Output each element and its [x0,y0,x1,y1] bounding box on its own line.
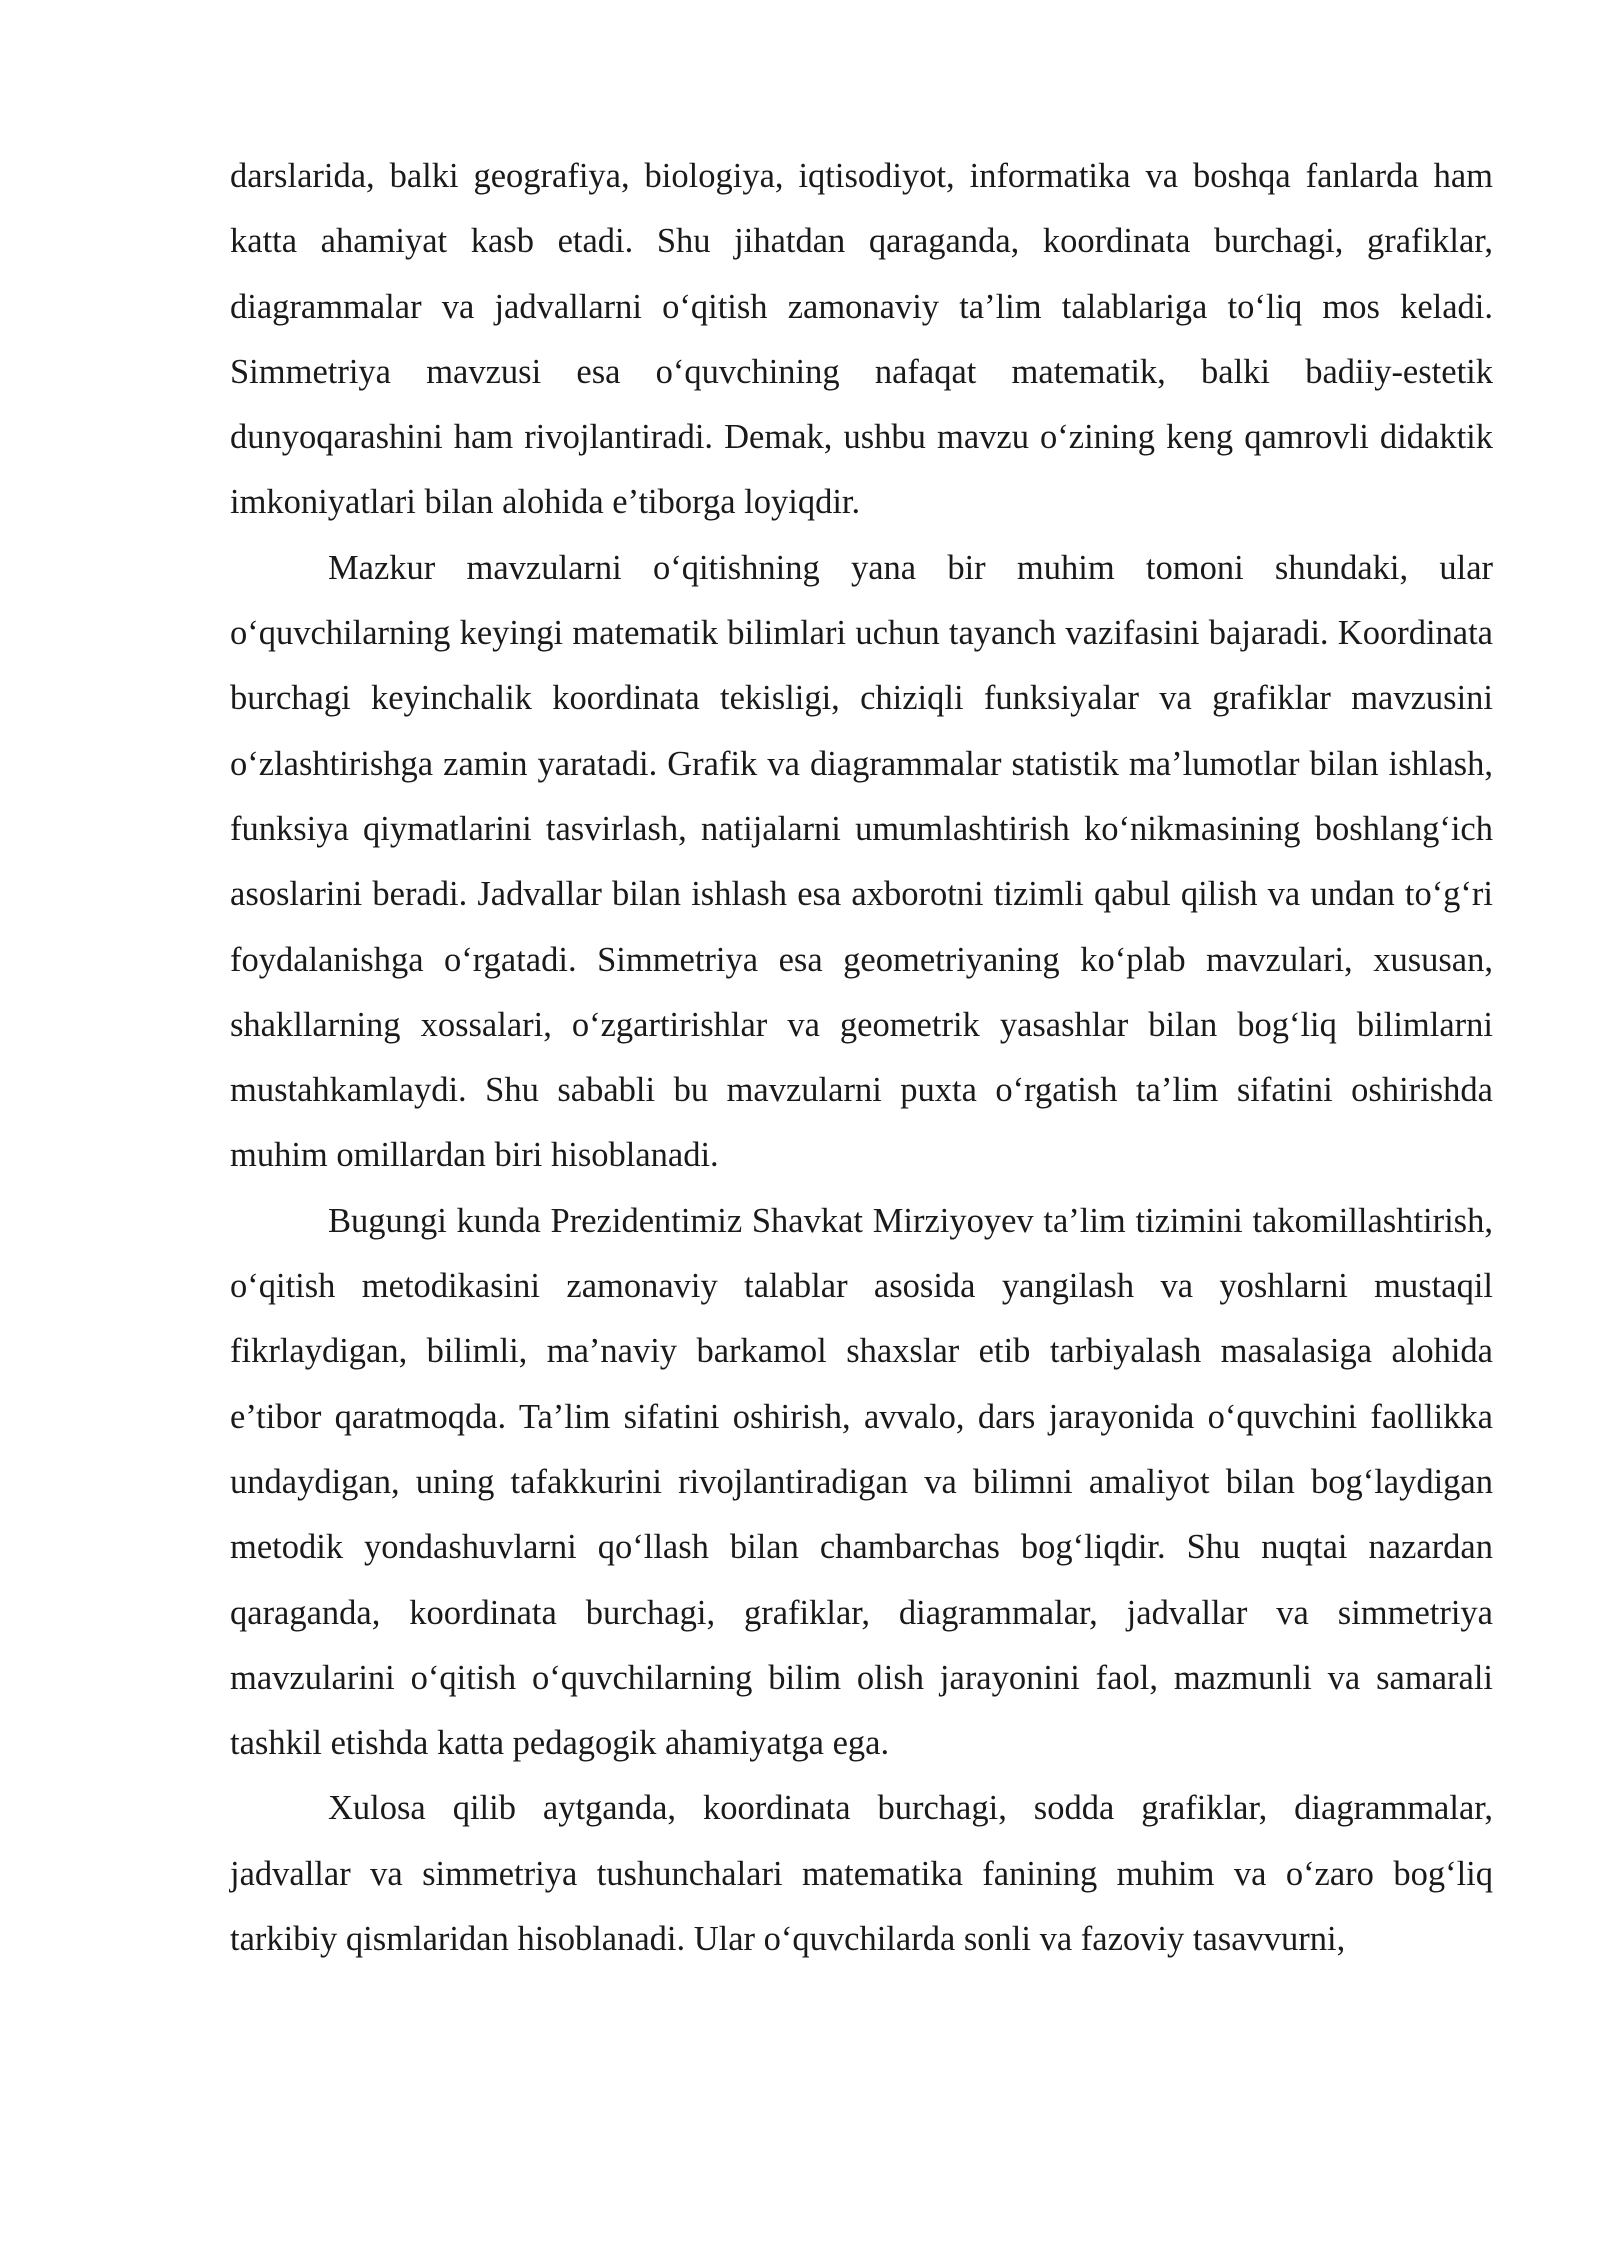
paragraph-education-policy: Bugungi kunda Prezidentimiz Shavkat Mirziyoyev ta’lim tizimini takomillashtirish, o‘qitish metodikasini zamonaviy talablar asosida yangilash va yoshlarni mustaqil fikrlaydigan, bilimli, ma’naviy barkamol shaxslar etib tarbiyalash masalasiga alohida e’tibor qaratmoqda. Ta’lim sifatini oshirish, avvalo, dars jarayonida o‘quvchini faollikka undaydigan, uning tafakkurini rivojlantiradigan va bilimni amaliyot bilan bog‘laydigan metodik yondashuvlarni qo‘llash bilan chambarchas bog‘liqdir. Shu nuqtai nazardan qaraganda, koordinata burchagi, grafiklar, diagrammalar, jadvallar va simmetriya mavzularini o‘qitish o‘quvchilarning bilim olish jarayonini faol, mazmunli va samarali tashkil etishda katta pedagogik ahamiyatga ega. [230,1201,1493,1763]
paragraph-continued: darslarida, balki geografiya, biologiya, iqtisodiyot, informatika va boshqa fanlarda ham katta ahamiyat kasb etadi. Shu jihatdan qaraganda, koordinata burchagi, grafiklar, diagrammalar va jadvallarni o‘qitish zamonaviy ta’lim talablariga to‘liq mos keladi. Simmetriya mavzusi esa o‘quvchining nafaqat matematik, balki badiiy-estetik dunyoqarashini ham rivojlantiradi. Demak, ushbu mavzu o‘zining keng qamrovli didaktik imkoniyatlari bilan alohida e’tiborga loyiqdir. [230,157,1493,522]
paragraph-conclusion: Xulosa qilib aytganda, koordinata burchagi, sodda grafiklar, diagrammalar, jadvallar va simmetriya tushunchalari matematika fanining muhim va o‘zaro bog‘liq tarkibiy qismlaridan hisoblanadi. Ular o‘quvchilarda sonli va fazoviy tasavvurni, [230,1789,1493,1959]
document-body [230,144,1493,1972]
paragraph-prerequisites: Mazkur mavzularni o‘qitishning yana bir muhim tomoni shundaki, ular o‘quvchilarning keyingi matematik bilimlari uchun tayanch vazifasini bajaradi. Koordinata burchagi keyinchalik koordinata tekisligi, chiziqli funksiyalar va grafiklar mavzusini o‘zlashtirishga zamin yaratadi. Grafik va diagrammalar statistik ma’lumotlar bilan ishlash, funksiya qiymatlarini tasvirlash, natijalarni umumlashtirish ko‘nikmasining boshlang‘ich asoslarini beradi. Jadvallar bilan ishlash esa axborotni tizimli qabul qilish va undan to‘g‘ri foydalanishga o‘rgatadi. Simmetriya esa geometriyaning ko‘plab mavzulari, xususan, shakllarning xossalari, o‘zgartirishlar va geometrik yasashlar bilan bog‘liq bilimlarni mustahkamlaydi. Shu sababli bu mavzularni puxta o‘rgatish ta’lim sifatini oshirishda muhim omillardan biri hisoblanadi. [230,548,1493,1175]
